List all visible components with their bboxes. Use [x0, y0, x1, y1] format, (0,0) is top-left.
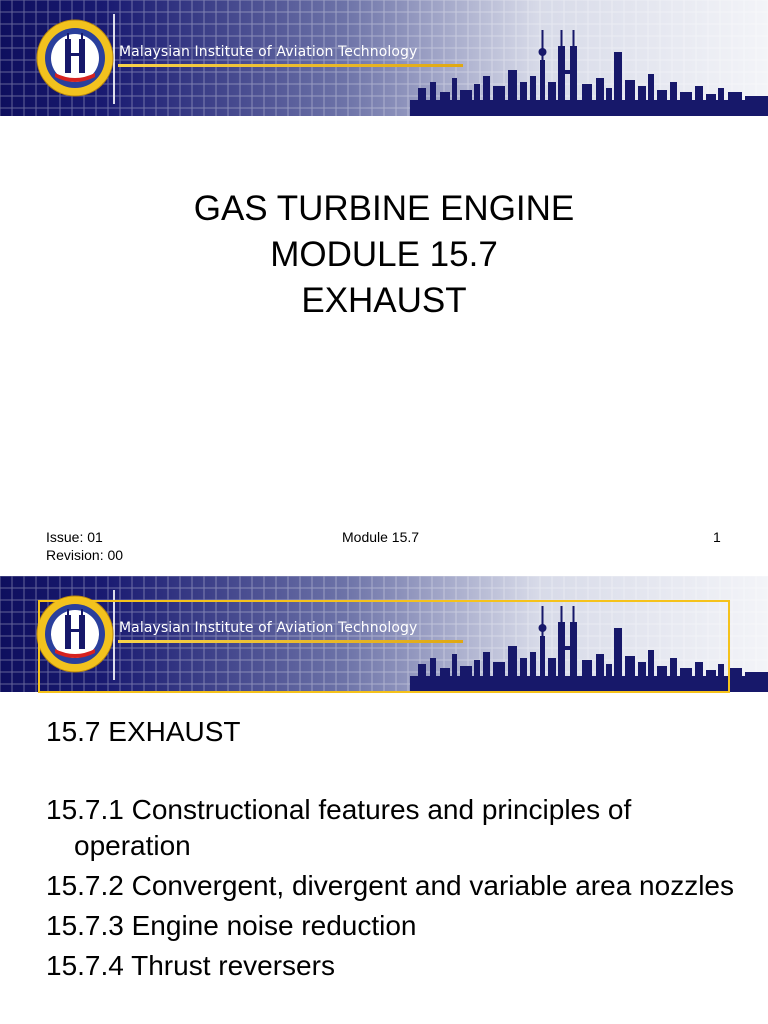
footer-issue: Issue: 01 [46, 529, 103, 545]
footer-issue-revision [46, 528, 123, 564]
header-banner [0, 0, 768, 116]
title-line-2: MODULE 15.7 [270, 235, 498, 274]
list-item: 15.7.2 Convergent, divergent and variable area nozzles [46, 870, 734, 901]
title-line-1: GAS TURBINE ENGINE [193, 189, 575, 228]
university-seal-logo [35, 13, 115, 103]
institute-name: Malaysian Institute of Aviation Technology [119, 44, 418, 60]
contents-list [46, 714, 746, 988]
footer-module: Module 15.7 [342, 529, 420, 545]
footer-revision: Revision: 00 [46, 547, 124, 563]
institute-name: Malaysian Institute of Aviation Technology [119, 620, 418, 636]
list-item: 15.7.4 Thrust reversers [46, 950, 335, 981]
selection-frame[interactable] [38, 600, 730, 693]
list-item: 15.7.3 Engine noise reduction [46, 910, 417, 941]
title-line-3: EXHAUST [301, 281, 467, 320]
list-item: 15.7.1 Constructional features and principles of operation [46, 794, 632, 861]
list-item: 15.7 EXHAUST [46, 716, 241, 747]
footer-page-number: 1 [713, 529, 721, 545]
slide-title [0, 186, 768, 324]
contents-slide [0, 576, 768, 1024]
